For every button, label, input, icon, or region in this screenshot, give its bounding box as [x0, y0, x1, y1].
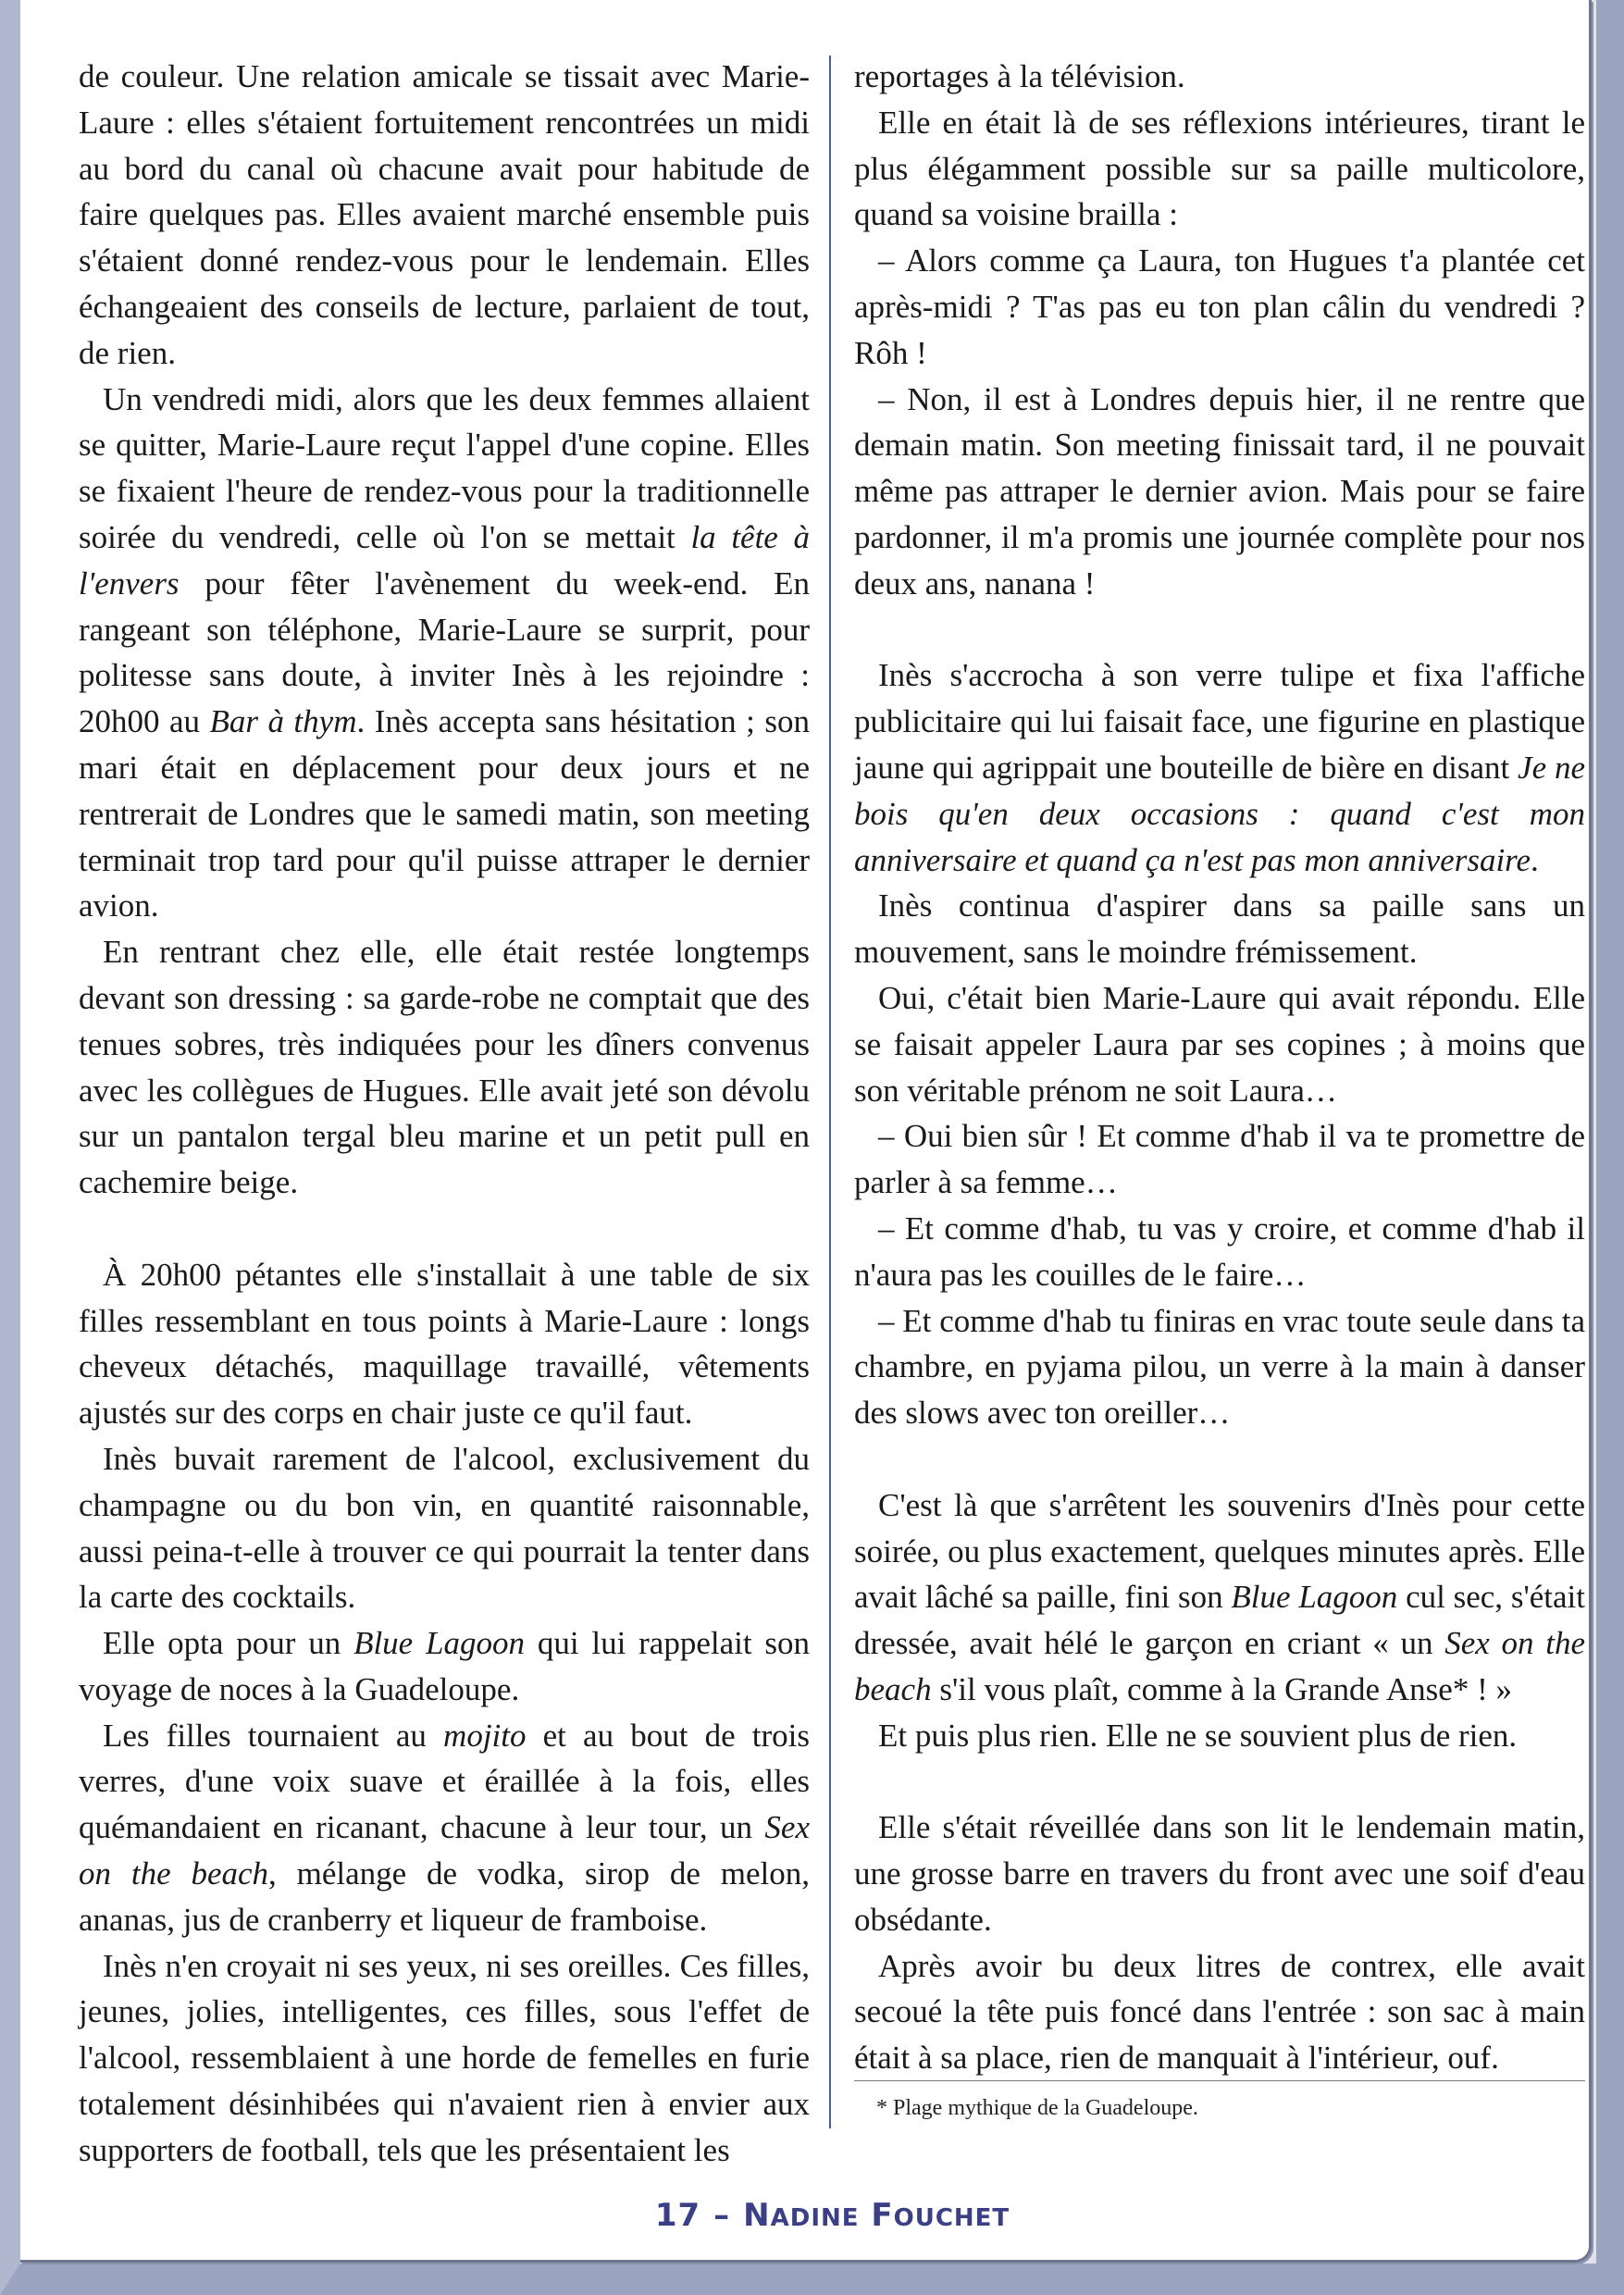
- footnote-rule: [854, 2080, 1585, 2081]
- paragraph: Elle en était là de ses réflexions intérieures, tirant le plus élégamment possible sur sa paille multicolore, quand sa voisine brailla :: [854, 104, 1585, 233]
- column-divider: [829, 56, 831, 2128]
- section-break: [79, 1206, 810, 1252]
- paragraph: Elle s'était réveillée dans son lit le lendemain matin, une grosse barre en travers du front avec une soif d'eau obsédante.: [854, 1809, 1585, 1938]
- left-column: [79, 54, 810, 2174]
- italic-phrase: la tête à l'envers: [79, 518, 810, 602]
- section-break: [854, 607, 1585, 653]
- section-break: [854, 1758, 1585, 1805]
- author-name: NADINE FOUCHET: [743, 2197, 1010, 2234]
- paragraph: Inès continua d'aspirer dans sa paille sans un mouvement, sans le moindre frémissement.: [854, 887, 1585, 971]
- paragraph: Un vendredi midi, alors que les deux femmes allaient se quitter, Marie-Laure reçut l'appel d'une copine. Elles se fixaient l'heure de rendez-vous pour la traditionnelle soirée du vendredi, celle où l'on se mettait la tête à l'envers pour fêter l'avènement du week-end. En rangeant son téléphone, Marie-Laure se surprit, pour politesse sans doute, à inviter Inès à les rejoindre : 20h00 au Bar à thym. Inès accepta sans hésitation ; son mari était en déplacement pour deux jours et ne rentrerait de Londres que le samedi matin, son meeting terminait trop tard pour qu'il puisse attraper le dernier avion.: [79, 380, 810, 924]
- italic-phrase: Bar à thym: [209, 703, 357, 740]
- dialogue-line: – Et comme d'hab, tu vas y croire, et comme d'hab il n'aura pas les couilles de le faire…: [854, 1210, 1585, 1293]
- italic-phrase: Sex on the beach: [854, 1625, 1585, 1707]
- paragraph: reportages à la télévision.: [854, 58, 1185, 94]
- footer-dash: –: [713, 2197, 731, 2234]
- right-column: [854, 54, 1585, 2081]
- paragraph: Après avoir bu deux litres de contrex, elle avait secoué la tête puis foncé dans l'entrée : son sac à main était à sa place, rien de manquait à l'intérieur, ouf.: [854, 1947, 1585, 2077]
- dialogue-line: – Oui bien sûr ! Et comme d'hab il va te promettre de parler à sa femme…: [854, 1118, 1585, 1201]
- paragraph: C'est là que s'arrêtent les souvenirs d'Inès pour cette soirée, ou plus exactement, quelques minutes après. Elle avait lâché sa paille, fini son Blue Lagoon cul sec, s'était dressée, avait hélé le garçon en criant « un Sex on the beach s'il vous plaît, comme à la Grande Anse* ! »: [854, 1486, 1586, 1707]
- section-break: [854, 1436, 1585, 1482]
- italic-phrase: Je ne bois qu'en deux occasions : quand c'est mon anniversaire et quand ça n'est pas mon anniversaire: [854, 749, 1585, 878]
- dialogue-line: – Non, il est à Londres depuis hier, il ne rentre que demain matin. Son meeting finissait tard, il ne pouvait même pas attraper le dernier avion. Mais pour se faire pardonner, il m'a promis une journée complète pour nos deux ans, nanana !: [854, 380, 1585, 602]
- italic-phrase: Blue Lagoon: [353, 1625, 525, 1662]
- footnote: * Plage mythique de la Guadeloupe.: [876, 2096, 1198, 2120]
- paragraph: Oui, c'était bien Marie-Laure qui avait répondu. Elle se faisait appeler Laura par ses copines ; à moins que son véritable prénom ne soit Laura…: [854, 979, 1585, 1109]
- paragraph: Elle opta pour un Blue Lagoon qui lui rappelait son voyage de noces à la Guadeloupe.: [79, 1625, 811, 1707]
- dialogue-line: – Et comme d'hab tu finiras en vrac toute seule dans ta chambre, en pyjama pilou, un verre à la main à danser des slows avec ton oreiller…: [854, 1302, 1585, 1432]
- italic-phrase: Sex on the beach: [79, 1809, 810, 1892]
- paragraph: de couleur. Une relation amicale se tissait avec Marie-Laure : elles s'étaient fortuitement rencontrées un midi au bord du canal où chacune avait pour habitude de faire quelques pas. Elles avaient marché ensemble puis s'étaient donné rendez-vous pour le lendemain. Elles échangeaient des conseils de lecture, parlaient de tout, de rien.: [79, 58, 810, 371]
- book-page: [20, 0, 1592, 2263]
- italic-phrase: Blue Lagoon: [1231, 1579, 1398, 1616]
- paragraph: En rentrant chez elle, elle était restée longtemps devant son dressing : sa garde-robe ne comptait que des tenues sobres, très indiquées pour les dîners convenus avec les collègues de Hugues. Elle avait jeté son dévolu sur un pantalon tergal bleu marine et un petit pull en cachemire beige.: [79, 934, 810, 1201]
- paragraph: Inès n'en croyait ni ses yeux, ni ses oreilles. Ces filles, jeunes, jolies, intelligentes, ces filles, sous l'effet de l'alcool, ressemblaient à une horde de femelles en furie totalement désinhibées qui n'avaient rien à envier aux supporters de football, tels que les présentaient les: [79, 1947, 810, 2168]
- paragraph: Inès buvait rarement de l'alcool, exclusivement du champagne ou du bon vin, en quantité raisonnable, aussi peina-t-elle à trouver ce qui pourrait la tenter dans la carte des cocktails.: [79, 1440, 810, 1616]
- page-number: 17: [654, 2197, 701, 2234]
- italic-phrase: mojito: [443, 1717, 527, 1754]
- paragraph: Et puis plus rien. Elle ne se souvient plus de rien.: [878, 1717, 1518, 1754]
- paragraph: Inès s'accrocha à son verre tulipe et fixa l'affiche publicitaire qui lui faisait face, une figurine en plastique jaune qui agrippait une bouteille de bière en disant Je ne bois qu'en deux occasions : quand c'est mon anniversaire et quand ça n'est pas mon anniversaire.: [854, 657, 1585, 878]
- dialogue-line: – Alors comme ça Laura, ton Hugues t'a plantée cet après-midi ? T'as pas eu ton plan câlin du vendredi ? Rôh !: [854, 242, 1585, 371]
- paragraph: À 20h00 pétantes elle s'installait à une table de six filles ressemblant en tous points à Marie-Laure : longs cheveux détachés, maquillage travaillé, vêtements ajustés sur des corps en chair juste ce qu'il faut.: [79, 1256, 810, 1432]
- paragraph: Les filles tournaient au mojito et au bout de trois verres, d'une voix suave et éraillée à la fois, elles quémandaient en ricanant, chacune à leur tour, un Sex on the beach, mélange de vodka, sirop de melon, ananas, jus de cranberry et liqueur de framboise.: [79, 1717, 811, 1938]
- page-footer: [20, 2197, 1624, 2234]
